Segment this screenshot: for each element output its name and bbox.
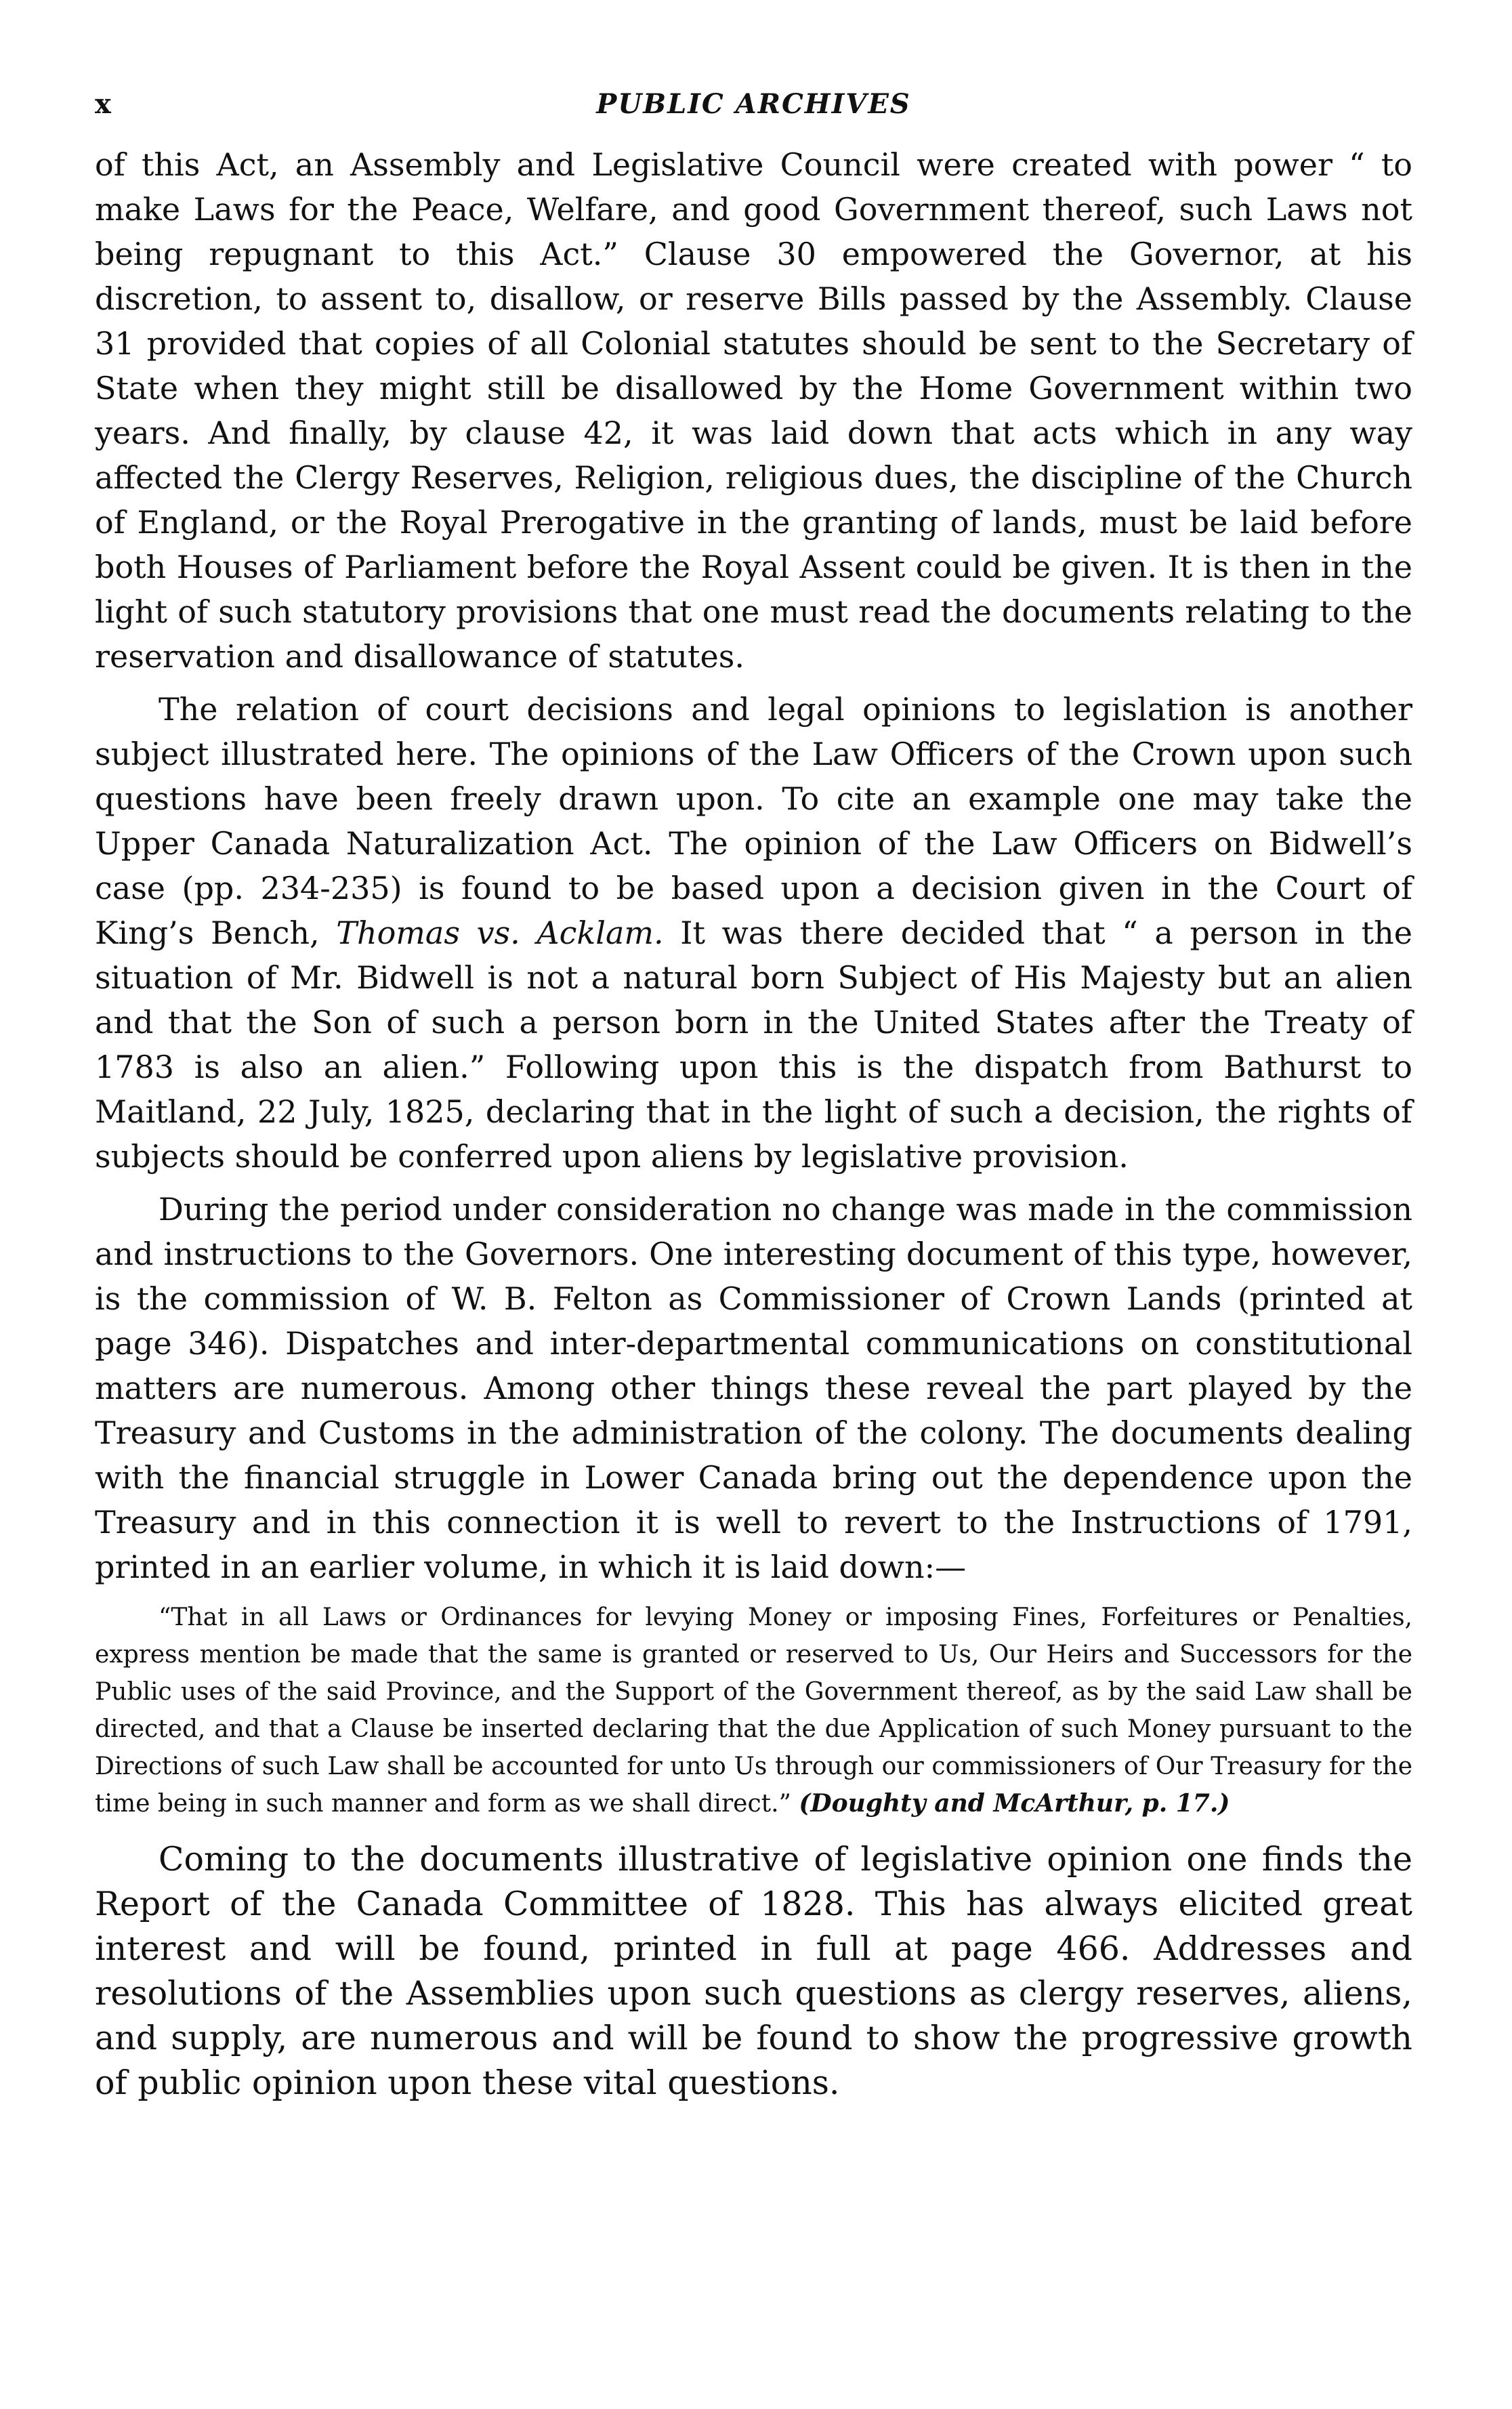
running-title: PUBLIC ARCHIVES [596, 88, 911, 120]
page-number: x [95, 88, 111, 120]
paragraph-legislative-opinion: Coming to the documents illustrative of legislative opinion one finds the Report of the Canada Committee of 1828. This has always elicited great interest and will be found, printed in full at page 466. Addresses and resolutions of the Assemblies upon such questions as clergy reserves, aliens, and supply, are numerous and will be found to show the progressive growth of public opinion upon these vital questions. [95, 1840, 1412, 2102]
paragraph-continued: of this Act, an Assembly and Legislative Council were created with power “ to make Laws for the Peace, Welfare, and good Government thereof, such Laws not being repugnant to this Act.” Clause 30 empowered the Governor, at his discretion, to assent to, disallow, or reserve Bills passed by the Assembly. Clause 31 provided that copies of all Colonial statutes should be sent to the Secretary of State when they might still be disallowed by the Home Government within two years. And finally, by clause 42, it was laid down that acts which in any way affected the Clergy Reserves, Religion, religious dues, the discipline of the Church of England, or the Royal Prerogative in the granting of lands, must be laid before both Houses of Parliament before the Royal Assent could be given. It is then in the light of such statutory provisions that one must read the documents relating to the reservation and disallowance of statutes. [95, 146, 1412, 675]
case-name: Thomas vs. Acklam. [336, 915, 664, 951]
paragraph-text: It was there decided that “ a person in the situation of Mr. Bidwell is not a natural born Subject of His Majesty but an alien and that the Son of such a person born in the United States after the Treaty of 1783 is also an alien.” Following upon this is the dispatch from Bathurst to Maitland, 22 July, 1825, declaring that in the light of such a decision, the rights of subjects should be conferred upon aliens by legislative provision. [95, 915, 1412, 1175]
quote-citation: (Doughty and McArthur, p. 17.) [799, 1789, 1230, 1818]
paragraph-text: The relation of court decisions and legal opinions to legislation is another subject illustrated here. The opinions of the Law Officers of the Crown upon such questions have been freely drawn upon. To cite an example one may take the Upper Canada Naturalization Act. The opinion of the Law Officers on Bidwell’s case (pp. 234-235) is found to be based upon a decision given in the Court of King’s Bench, [95, 691, 1412, 951]
paragraph-commission-instructions: During the period under consideration no change was made in the commission and instructions to the Governors. One interesting document of this type, however, is the commission of W. B. Felton as Commissioner of Crown Lands (printed at page 346). Dispatches and inter-departmental communications on constitutional matters are numerous. Among other things these reveal the part played by the Treasury and Customs in the administration of the colony. The documents dealing with the financial struggle in Lower Canada bring out the dependence upon the Treasury and in this connection it is well to revert to the Instructions of 1791, printed in an earlier volume, in which it is laid down:— [95, 1191, 1412, 1585]
running-header [95, 75, 1412, 142]
quote-text: “That in all Laws or Ordinances for levying Money or imposing Fines, Forfeitures or Penalties, express mention be made that the same is granted or reserved to Us, Our Heirs and Successors for the Public uses of the said Province, and the Support of the Government thereof, as by the said Law shall be directed, and that a Clause be inserted declaring that the due Application of such Money pursuant to the Directions of such Law shall be accounted for unto Us through our commissioners of Our Treasury for the time being in such manner and form as we shall direct.” [95, 1604, 1412, 1818]
document-page [95, 75, 1412, 2106]
block-quote [95, 1599, 1412, 1822]
paragraph-court-decisions [95, 687, 1412, 1179]
